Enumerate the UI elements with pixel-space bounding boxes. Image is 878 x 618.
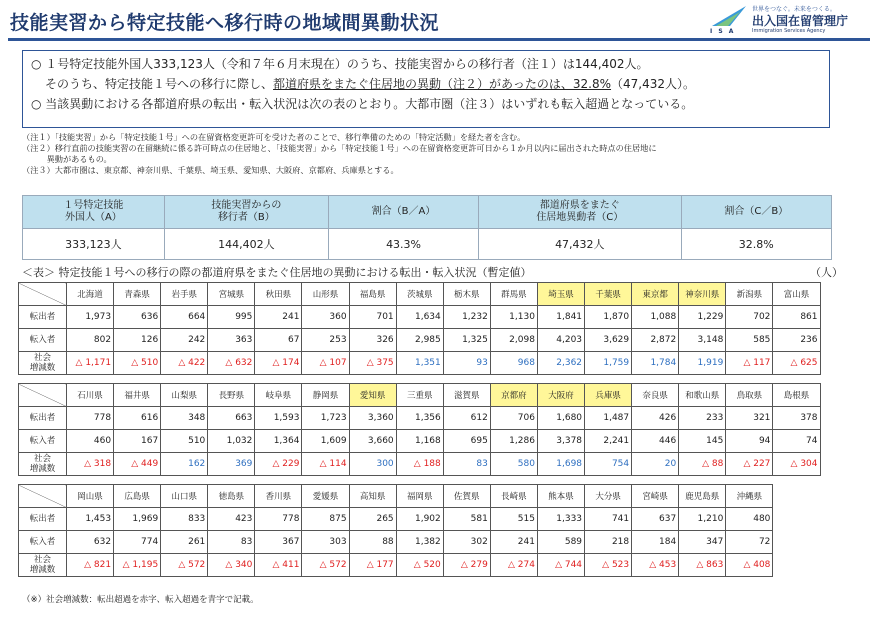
value-cell-net: △ 304 [773,453,820,476]
value-cell-out: 664 [161,306,208,329]
corner-cell [19,384,67,407]
table-title: ＜表＞ 特定技能１号への移行の際の都道府県をまたぐ住居地の異動における転出・転入状況（暫定値） [22,266,532,279]
value-cell-net: 580 [490,453,537,476]
value-cell-net: 1,698 [537,453,584,476]
summary-box [22,50,830,128]
value-cell-in: 241 [490,531,537,554]
prefecture-header: 岡山県 [67,485,114,508]
note-2: （注２）移行直前の技能実習の在留継続に係る許可時点の住居地と、「技能実習」から「特定技能１号」への在留資格変更許可日から１か月以内に届出された時点の住居地に [22,143,657,153]
value-cell-out: 1,969 [114,508,161,531]
prefecture-header: 群馬県 [490,283,537,306]
prefecture-header: 長崎県 [490,485,537,508]
value-cell-in: 347 [679,531,726,554]
summary-line-1: ○ １号特定技能外国人333,123人（令和７年６月末現在）のうち、技能実習からの移行者（注１）は144,402人。 [31,57,649,71]
value-cell-in: 74 [773,430,820,453]
value-cell-in: 326 [349,329,396,352]
value-cell-in: 218 [585,531,632,554]
value-cell-net: △ 117 [726,352,773,375]
value-cell-net: 1,784 [632,352,679,375]
row-label-out: 転出者 [19,508,67,531]
value-cell-net: 300 [349,453,396,476]
value-cell-in: 302 [443,531,490,554]
value-cell-net: △ 510 [114,352,161,375]
value-cell-net: △ 632 [208,352,255,375]
value-cell-out: 1,723 [302,407,349,430]
prefecture-header: 愛知県 [349,384,396,407]
prefecture-header: 静岡県 [302,384,349,407]
value-cell-out: 1,841 [537,306,584,329]
value-cell-net: 968 [490,352,537,375]
value-cell-in: 126 [114,329,161,352]
summary-value: 47,432人 [479,229,681,260]
row-label-net: 社会 増減数 [19,352,67,375]
value-cell-net: △ 523 [585,554,632,577]
value-cell-net: △ 274 [490,554,537,577]
value-cell-out: 663 [208,407,255,430]
value-cell-in: 67 [255,329,302,352]
value-cell-in: 3,378 [537,430,584,453]
value-cell-out: 515 [490,508,537,531]
summary-table [22,195,832,260]
value-cell-in: 72 [726,531,773,554]
prefecture-header: 秋田県 [255,283,302,306]
value-cell-in: 253 [302,329,349,352]
value-cell-out: 616 [114,407,161,430]
page-title: 技能実習から特定技能へ移行時の地域間異動状況 [10,12,440,34]
prefecture-header: 愛媛県 [302,485,349,508]
value-cell-in: 167 [114,430,161,453]
value-cell-net: △ 449 [114,453,161,476]
value-cell-in: 774 [114,531,161,554]
empty-cell [773,554,820,577]
value-cell-out: 378 [773,407,820,430]
value-cell-net: △ 177 [349,554,396,577]
prefecture-header: 神奈川県 [679,283,726,306]
value-cell-out: 1,973 [67,306,114,329]
row-label-out: 転出者 [19,306,67,329]
unit-label: （人） [810,266,843,279]
value-cell-net: △ 572 [161,554,208,577]
value-cell-out: 741 [585,508,632,531]
logo-name: 出入国在留管理庁 [752,14,849,28]
value-cell-net: 1,759 [585,352,632,375]
value-cell-in: 1,382 [396,531,443,554]
prefecture-header: 宮城県 [208,283,255,306]
value-cell-out: 3,360 [349,407,396,430]
prefecture-header: 宮崎県 [632,485,679,508]
value-cell-net: 754 [585,453,632,476]
summary-value: 144,402人 [164,229,328,260]
value-cell-net: △ 453 [632,554,679,577]
value-cell-net: △ 744 [537,554,584,577]
prefecture-header: 香川県 [255,485,302,508]
value-cell-in: 446 [632,430,679,453]
prefecture-header: 大分県 [585,485,632,508]
value-cell-net: △ 340 [208,554,255,577]
value-cell-in: 83 [208,531,255,554]
value-cell-in: 88 [349,531,396,554]
value-cell-out: 612 [443,407,490,430]
value-cell-in: 3,629 [585,329,632,352]
value-cell-net: △ 863 [679,554,726,577]
empty-cell [773,531,820,554]
summary-header: 技能実習からの 移行者（B） [164,196,328,229]
value-cell-net: △ 520 [396,554,443,577]
note-2-cont: 異動があるもの。 [22,154,112,164]
value-cell-out: 360 [302,306,349,329]
row-label-net: 社会 増減数 [19,453,67,476]
prefecture-header: 長野県 [208,384,255,407]
value-cell-out: 706 [490,407,537,430]
prefecture-header: 埼玉県 [537,283,584,306]
value-cell-in: 145 [679,430,726,453]
value-cell-net: 20 [632,453,679,476]
prefecture-header: 青森県 [114,283,161,306]
prefecture-header: 茨城県 [396,283,443,306]
prefecture-header: 京都府 [490,384,537,407]
value-cell-net: 83 [443,453,490,476]
prefecture-table-3 [18,484,821,577]
value-cell-net: △ 625 [773,352,820,375]
value-cell-net: △ 279 [443,554,490,577]
value-cell-out: 1,210 [679,508,726,531]
value-cell-in: 2,872 [632,329,679,352]
value-cell-out: 1,453 [67,508,114,531]
prefecture-header: 鹿児島県 [679,485,726,508]
value-cell-in: 460 [67,430,114,453]
prefecture-header: 三重県 [396,384,443,407]
prefecture-header: 山口県 [161,485,208,508]
value-cell-net: 2,362 [537,352,584,375]
prefecture-header: 石川県 [67,384,114,407]
value-cell-in: 1,609 [302,430,349,453]
value-cell-in: 802 [67,329,114,352]
prefecture-header: 新潟県 [726,283,773,306]
value-cell-out: 637 [632,508,679,531]
prefecture-header: 山形県 [302,283,349,306]
value-cell-in: 632 [67,531,114,554]
value-cell-out: 1,680 [537,407,584,430]
value-cell-in: 3,660 [349,430,396,453]
value-cell-net: 93 [443,352,490,375]
value-cell-net: △ 188 [396,453,443,476]
summary-line-3: ○ 当該異動における各都道府県の転出・転入状況は次の表のとおり。大都市圏（注３）はいずれも転入超過となっている。 [31,97,694,111]
logo-name-en: Immigration Services Agency [752,28,826,34]
value-cell-net: △ 411 [255,554,302,577]
summary-header: １号特定技能 外国人（A） [23,196,165,229]
value-cell-out: 348 [161,407,208,430]
value-cell-out: 480 [726,508,773,531]
prefecture-header: 徳島県 [208,485,255,508]
prefecture-header: 佐賀県 [443,485,490,508]
value-cell-net: 162 [161,453,208,476]
value-cell-in: 3,148 [679,329,726,352]
logo-tagline: 世界をつなぐ。未来をつくる。 [752,6,836,13]
prefecture-header: 鳥取県 [726,384,773,407]
summary-value: 43.3% [329,229,479,260]
prefecture-header: 富山県 [773,283,820,306]
value-cell-in: 1,325 [443,329,490,352]
agency-logo [708,4,868,36]
value-cell-out: 636 [114,306,161,329]
note-3: （注３）大都市圏は、東京都、神奈川県、千葉県、埼玉県、愛知県、大阪府、京都府、兵庫県とする。 [22,165,399,175]
value-cell-in: 585 [726,329,773,352]
prefecture-header: 千葉県 [585,283,632,306]
row-label-net: 社会 増減数 [19,554,67,577]
value-cell-in: 589 [537,531,584,554]
value-cell-net: △ 174 [255,352,302,375]
value-cell-net: 369 [208,453,255,476]
row-label-out: 転出者 [19,407,67,430]
value-cell-out: 861 [773,306,820,329]
prefecture-header: 東京都 [632,283,679,306]
value-cell-in: 2,985 [396,329,443,352]
corner-cell [19,283,67,306]
value-cell-in: 184 [632,531,679,554]
value-cell-out: 233 [679,407,726,430]
prefecture-header: 福岡県 [396,485,443,508]
prefecture-header: 高知県 [349,485,396,508]
value-cell-in: 2,098 [490,329,537,352]
value-cell-net: △ 422 [161,352,208,375]
value-cell-in: 94 [726,430,773,453]
value-cell-in: 1,168 [396,430,443,453]
value-cell-net: △ 227 [726,453,773,476]
value-cell-in: 242 [161,329,208,352]
prefecture-header: 兵庫県 [585,384,632,407]
value-cell-net: △ 229 [255,453,302,476]
value-cell-net: △ 1,171 [67,352,114,375]
value-cell-out: 581 [443,508,490,531]
value-cell-out: 1,232 [443,306,490,329]
value-cell-out: 265 [349,508,396,531]
value-cell-out: 875 [302,508,349,531]
prefecture-header: 大阪府 [537,384,584,407]
value-cell-in: 1,364 [255,430,302,453]
prefecture-header: 福井県 [114,384,161,407]
value-cell-out: 833 [161,508,208,531]
summary-line-2 [31,74,821,94]
value-cell-out: 1,902 [396,508,443,531]
value-cell-out: 426 [632,407,679,430]
prefecture-header: 福島県 [349,283,396,306]
prefecture-header: 和歌山県 [679,384,726,407]
value-cell-out: 1,333 [537,508,584,531]
value-cell-net: 1,919 [679,352,726,375]
value-cell-out: 778 [67,407,114,430]
prefecture-header: 沖縄県 [726,485,773,508]
value-cell-in: 4,203 [537,329,584,352]
summary-line-2b: 都道府県をまたぐ住居地の異動（注２）があったのは、32.8% [273,77,612,91]
corner-cell [19,485,67,508]
value-cell-net: △ 572 [302,554,349,577]
value-cell-out: 1,487 [585,407,632,430]
prefecture-header: 岐阜県 [255,384,302,407]
value-cell-net: △ 88 [679,453,726,476]
prefecture-header: 広島県 [114,485,161,508]
value-cell-in: 2,241 [585,430,632,453]
prefecture-header: 滋賀県 [443,384,490,407]
prefecture-header: 島根県 [773,384,820,407]
prefecture-table-2 [18,383,821,476]
row-label-in: 転入者 [19,531,67,554]
row-label-in: 転入者 [19,430,67,453]
value-cell-net: △ 114 [302,453,349,476]
value-cell-net: △ 1,195 [114,554,161,577]
value-cell-in: 1,286 [490,430,537,453]
value-cell-net: 1,351 [396,352,443,375]
notes [22,132,842,176]
value-cell-out: 321 [726,407,773,430]
value-cell-in: 367 [255,531,302,554]
value-cell-out: 423 [208,508,255,531]
value-cell-in: 261 [161,531,208,554]
footnote: （※）社会増減数：転出超過を赤字、転入超過を青字で記載。 [22,595,259,605]
prefecture-header: 岩手県 [161,283,208,306]
value-cell-in: 236 [773,329,820,352]
value-cell-out: 1,870 [585,306,632,329]
value-cell-in: 1,032 [208,430,255,453]
value-cell-net: △ 318 [67,453,114,476]
value-cell-in: 510 [161,430,208,453]
value-cell-out: 241 [255,306,302,329]
value-cell-in: 363 [208,329,255,352]
value-cell-out: 995 [208,306,255,329]
value-cell-out: 1,130 [490,306,537,329]
value-cell-net: △ 107 [302,352,349,375]
summary-header: 割合（C／B） [681,196,831,229]
value-cell-out: 1,229 [679,306,726,329]
logo-isa: I S A [710,28,736,35]
value-cell-out: 1,088 [632,306,679,329]
value-cell-out: 778 [255,508,302,531]
prefecture-header: 奈良県 [632,384,679,407]
prefecture-header: 熊本県 [537,485,584,508]
value-cell-net: △ 375 [349,352,396,375]
value-cell-out: 701 [349,306,396,329]
value-cell-net: △ 408 [726,554,773,577]
empty-cell [773,508,820,531]
value-cell-net: △ 821 [67,554,114,577]
prefecture-header: 山梨県 [161,384,208,407]
value-cell-out: 1,356 [396,407,443,430]
empty-cell [773,485,820,508]
summary-line-2c: （47,432人）。 [611,77,696,91]
value-cell-in: 303 [302,531,349,554]
summary-header: 都道府県をまたぐ 住居地異動者（C） [479,196,681,229]
summary-value: 32.8% [681,229,831,260]
note-1: （注１）「技能実習」から「特定技能１号」への在留資格変更許可を受けた者のことで、移行準備のための「特定活動」を経た者を含む。 [22,132,526,142]
prefecture-header: 北海道 [67,283,114,306]
summary-value: 333,123人 [23,229,165,260]
summary-header: 割合（B／A） [329,196,479,229]
summary-line-2a: そのうち、特定技能１号への移行に際し、 [45,77,274,91]
row-label-in: 転入者 [19,329,67,352]
prefecture-header: 栃木県 [443,283,490,306]
value-cell-out: 1,593 [255,407,302,430]
title-underline [8,38,870,41]
value-cell-in: 695 [443,430,490,453]
value-cell-out: 702 [726,306,773,329]
value-cell-out: 1,634 [396,306,443,329]
prefecture-table-1 [18,282,821,375]
